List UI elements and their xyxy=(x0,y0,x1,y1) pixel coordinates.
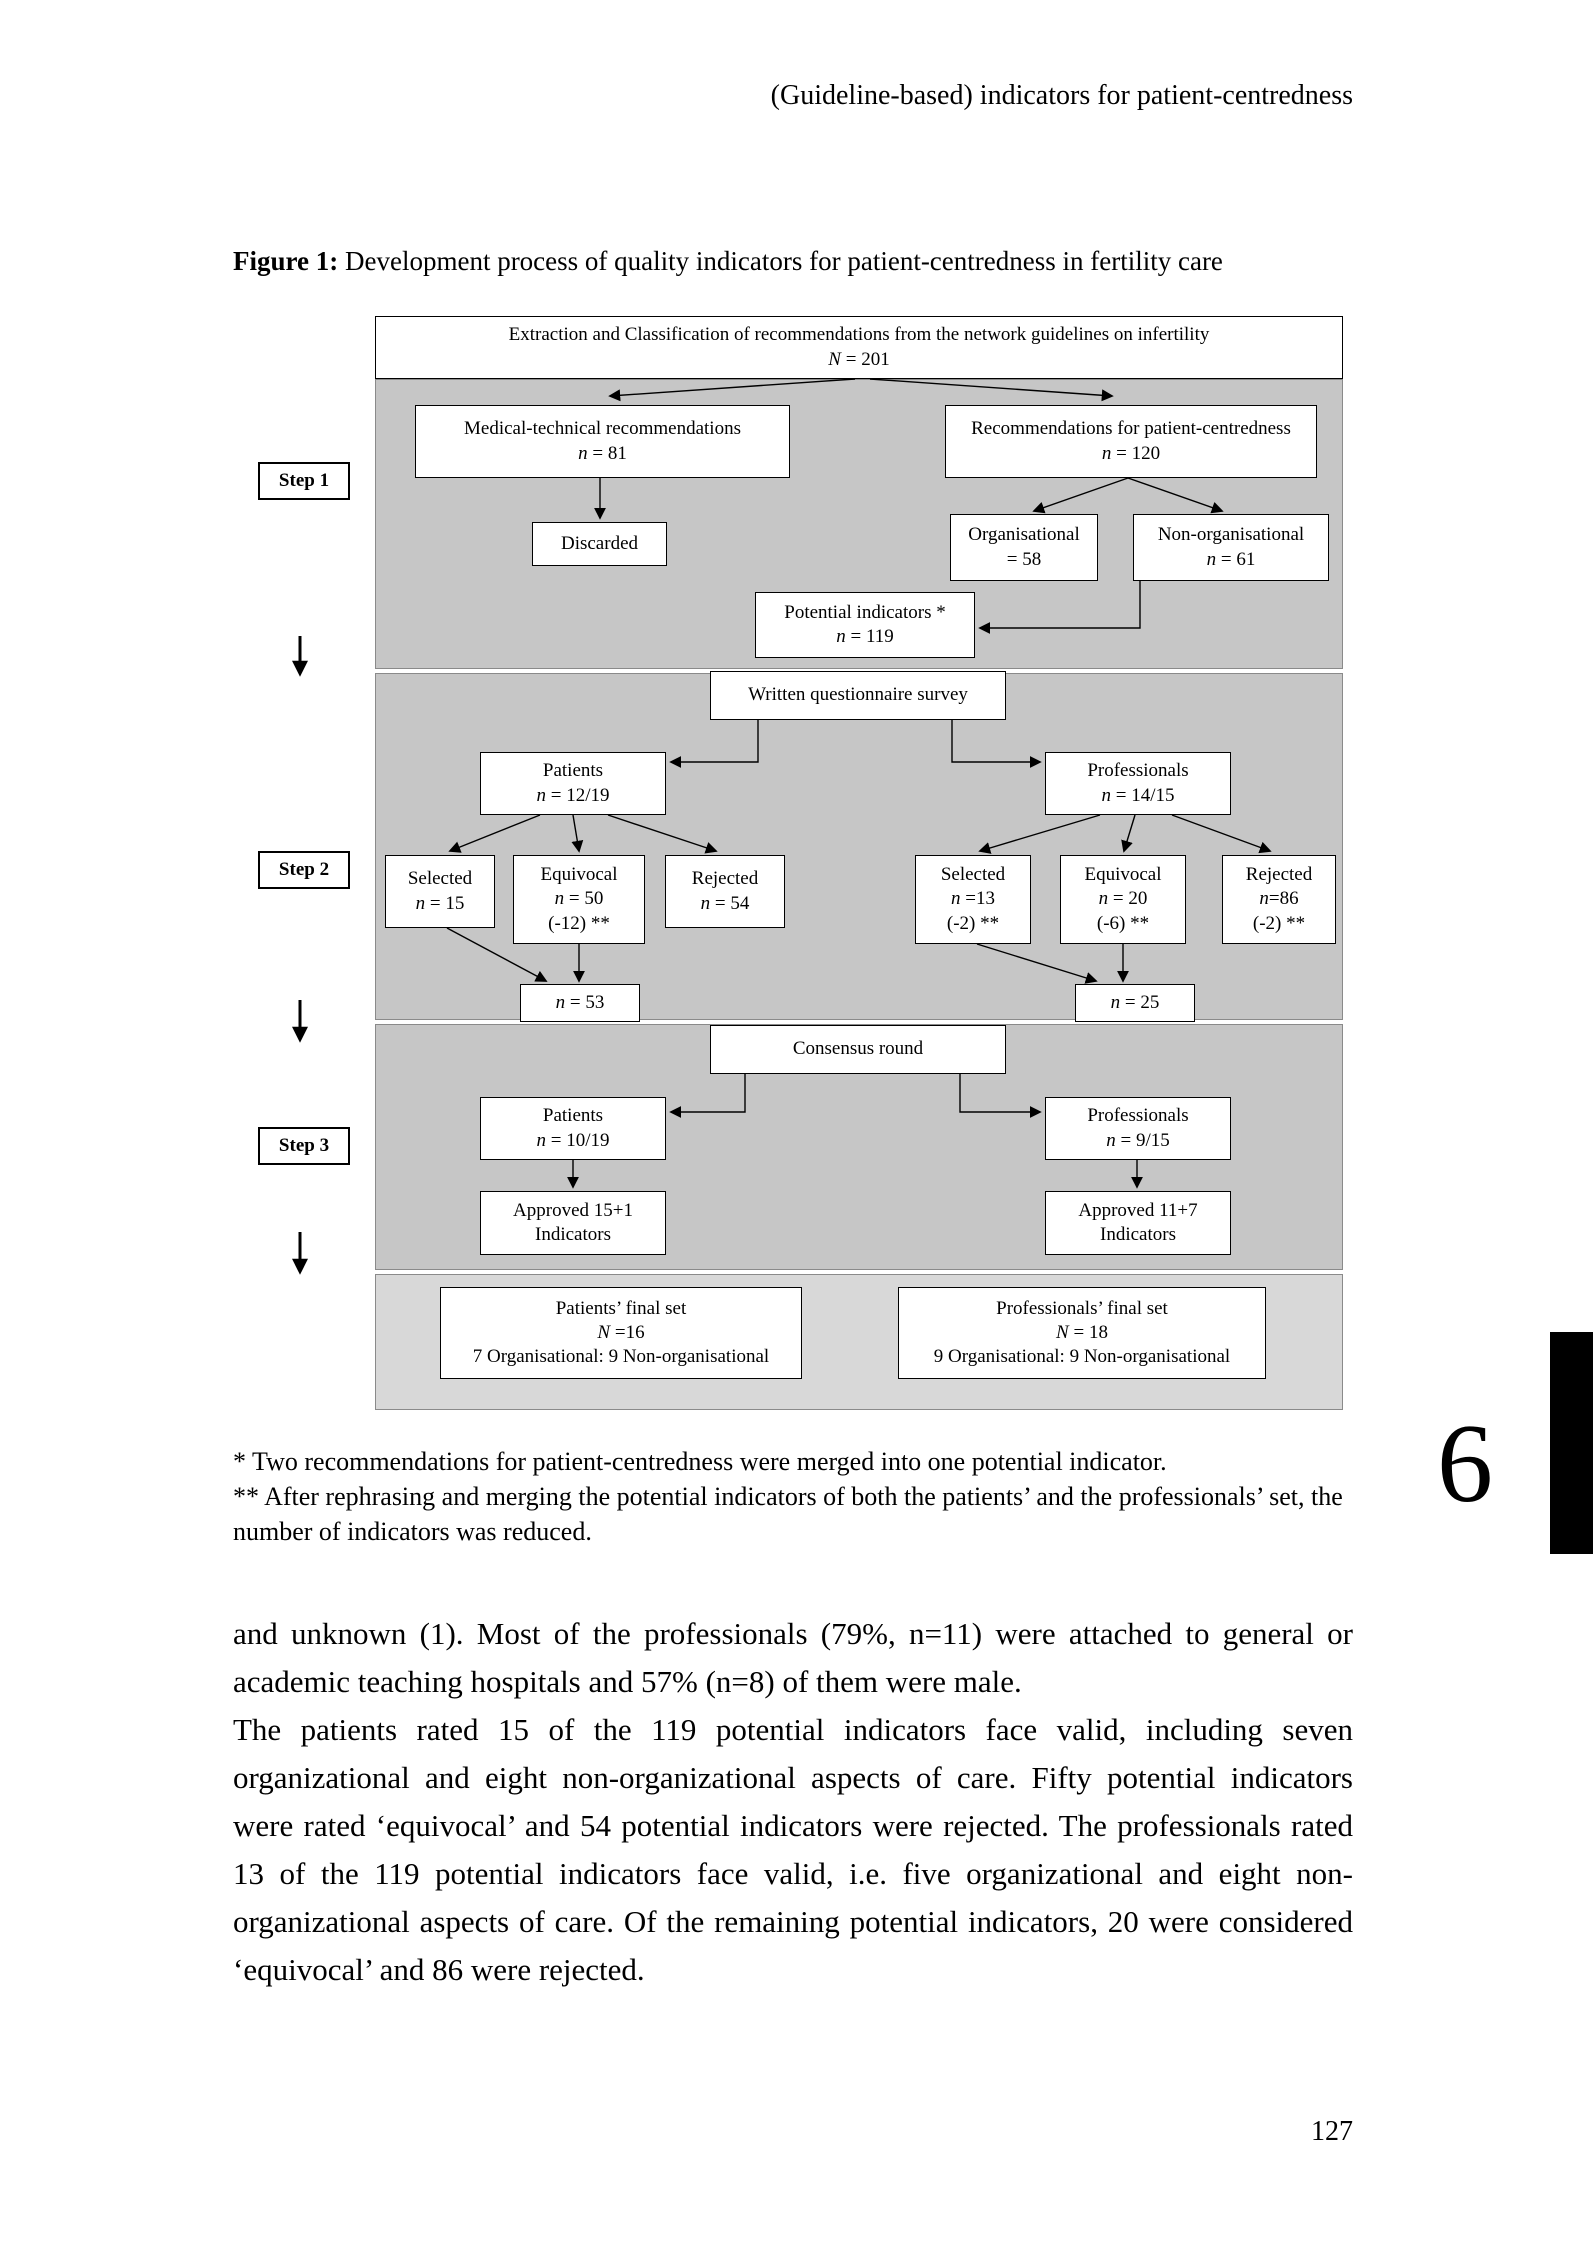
box-label: Approved 15+1 xyxy=(513,1199,633,1221)
rejected-professionals-box xyxy=(1222,855,1336,944)
box-label: Rejected xyxy=(1245,864,1313,886)
box-stat: n = 9/15 xyxy=(1106,1129,1170,1151)
professionals-step2-box xyxy=(1045,752,1231,815)
box-label: Patients xyxy=(542,760,604,782)
box-detail: 9 Organisational: 9 Non-organisational xyxy=(933,1346,1231,1368)
box-stat: n =13 xyxy=(951,888,995,910)
patients-step3-box xyxy=(480,1097,666,1160)
body-paragraph-2: The patients rated 15 of the 119 potential indicators face valid, including seven organizational and eight non-organizational aspects of care. Fifty potential indicators were rated ‘equivocal’ and 54 potential indicators were rejected. The professionals rated 13 of the 119 potential indicators face valid, i.e. five organizational and eight non-organizational aspects of care. Of the remaining potential indicators, 20 were considered ‘equivocal’ and 86 were rejected. xyxy=(233,1712,1353,1987)
rejected-patients-box xyxy=(665,855,785,928)
step1-text: Step 1 xyxy=(278,470,330,491)
box-stat: = 58 xyxy=(1006,548,1042,570)
box-note: (-2) ** xyxy=(1252,912,1306,934)
box-stat: n = 120 xyxy=(1101,442,1161,464)
box-label: Written questionnaire survey xyxy=(748,684,968,706)
equivocal-patients-box xyxy=(513,855,645,944)
figure-footnotes xyxy=(233,1444,1358,1549)
box-stat: n = 50 xyxy=(554,888,604,910)
box-stat: n = 25 xyxy=(1110,991,1160,1013)
questionnaire-survey-box xyxy=(710,671,1006,720)
box-label: Professionals xyxy=(1087,1105,1189,1127)
footnote-2: ** After rephrasing and merging the potential indicators of both the patients’ and the professionals’ set, the number of indicators was reduced. xyxy=(233,1482,1343,1546)
box-stat: n=86 xyxy=(1259,888,1299,910)
selected-patients-box xyxy=(385,855,495,928)
non-organisational-box xyxy=(1133,514,1329,581)
selected-professionals-box xyxy=(915,855,1031,944)
box-note: (-12) ** xyxy=(548,912,610,934)
box-stat: n = 10/19 xyxy=(536,1129,610,1151)
box-label2: Indicators xyxy=(535,1224,611,1245)
extraction-classification-box xyxy=(375,316,1343,379)
box-stat: n = 15 xyxy=(415,892,465,914)
box-label: Medical-technical recommendations xyxy=(464,418,741,440)
recommendations-pc-box xyxy=(945,405,1317,478)
professionals-final-set-box xyxy=(898,1287,1266,1379)
footnote-1: * Two recommendations for patient-centredness were merged into one potential indicator. xyxy=(233,1447,1167,1476)
box-label: Extraction and Classification of recommendations from the network guidelines on infertility xyxy=(508,324,1210,346)
box-stat: N =16 xyxy=(597,1321,645,1343)
discarded-box xyxy=(532,522,667,566)
box-label: Approved 11+7 xyxy=(1078,1199,1198,1221)
chapter-tab-bar xyxy=(1550,1332,1593,1554)
box-stat: n = 81 xyxy=(578,442,627,464)
box-stat: n = 119 xyxy=(836,626,894,647)
step1-label xyxy=(258,462,350,500)
box-stat: n = 54 xyxy=(700,892,750,914)
figure-caption-text: Development process of quality indicators for patient-centredness in fertility care xyxy=(338,246,1223,276)
approved-professionals-box xyxy=(1045,1191,1231,1255)
patients-step2-box xyxy=(480,752,666,815)
medical-technical-box xyxy=(415,405,790,478)
body-paragraph-1: and unknown (1). Most of the professionals (79%, n=11) were attached to general or academic teaching hospitals and 57% (n=8) of them were male. xyxy=(233,1616,1353,1699)
box-label: Organisational xyxy=(968,524,1080,546)
running-head: (Guideline-based) indicators for patient-centredness xyxy=(770,80,1353,111)
step2-text: Step 2 xyxy=(278,859,330,880)
box-stat: n = 61 xyxy=(1206,548,1256,570)
step3-text: Step 3 xyxy=(278,1135,330,1156)
page-number: 127 xyxy=(1311,2116,1353,2147)
box-detail: 7 Organisational: 9 Non-organisational xyxy=(472,1346,770,1368)
box-label: Recommendations for patient-centredness xyxy=(971,418,1291,440)
box-note: (-2) ** xyxy=(946,912,1000,934)
box-label: Equivocal xyxy=(540,864,618,886)
figure-caption xyxy=(233,246,1353,277)
box-label: Selected xyxy=(940,864,1006,886)
box-label: Equivocal xyxy=(1084,864,1162,886)
box-stat: N = 201 xyxy=(828,348,890,370)
box-label: Non-organisational xyxy=(1157,524,1305,546)
approved-patients-box xyxy=(480,1191,666,1255)
professionals-step3-box xyxy=(1045,1097,1231,1160)
consensus-round-box xyxy=(710,1025,1006,1074)
step3-label xyxy=(258,1127,350,1165)
box-label: Selected xyxy=(407,868,473,890)
box-label: Professionals xyxy=(1087,760,1189,782)
box-label: Consensus round xyxy=(792,1038,924,1060)
box-label2: Indicators xyxy=(1100,1224,1176,1245)
box-stat: n = 12/19 xyxy=(536,784,610,806)
box-label: Patients’ final set xyxy=(555,1297,687,1319)
chapter-number: 6 xyxy=(1437,1402,1493,1526)
equivocal-professionals-box xyxy=(1060,855,1186,944)
figure-caption-label: Figure 1: xyxy=(233,246,339,276)
n25-box xyxy=(1075,984,1195,1022)
box-stat: N = 18 xyxy=(1056,1321,1108,1343)
box-label: Rejected xyxy=(691,868,759,890)
box-label: Professionals’ final set xyxy=(996,1297,1168,1319)
n53-box xyxy=(520,984,640,1022)
step2-label xyxy=(258,851,350,889)
box-stat: n = 14/15 xyxy=(1101,784,1175,806)
potential-indicators-box xyxy=(755,592,975,658)
organisational-box xyxy=(950,514,1098,581)
box-stat: n = 53 xyxy=(555,991,605,1013)
patients-final-set-box xyxy=(440,1287,802,1379)
box-stat: n = 20 xyxy=(1098,888,1148,910)
box-label: Patients xyxy=(542,1105,604,1127)
body-text xyxy=(233,1610,1353,1994)
step2-band xyxy=(375,673,1343,1020)
box-label: Discarded xyxy=(560,532,639,554)
box-note: (-6) ** xyxy=(1096,912,1150,934)
box-label: Potential indicators * xyxy=(784,601,946,623)
